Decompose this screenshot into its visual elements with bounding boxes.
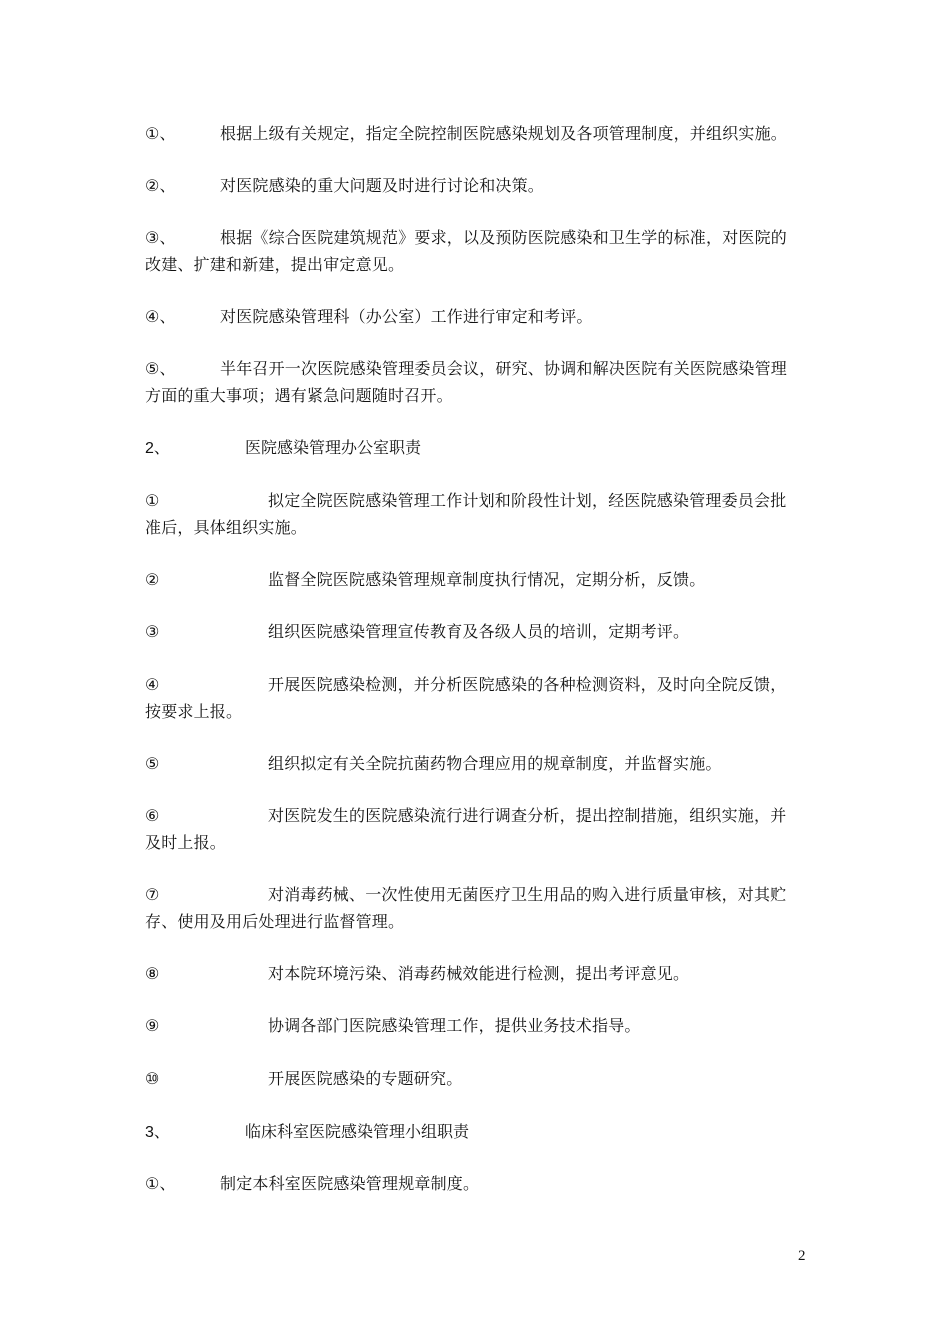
item-marker: ② — [145, 570, 160, 589]
item-marker: ①、 — [145, 124, 176, 143]
list-item — [145, 120, 810, 147]
item-marker: ① — [145, 491, 160, 510]
item-text-line: 准后，具体组织实施。 — [145, 518, 308, 537]
item-marker: ⑤、 — [145, 359, 176, 378]
item-marker: ②、 — [145, 176, 176, 195]
section-heading — [145, 1118, 470, 1146]
item-text-line: 对医院感染管理科（办公室）工作进行审定和考评。 — [220, 307, 593, 326]
page-number: 2 — [798, 1248, 806, 1264]
item-marker: ⑩ — [145, 1069, 160, 1088]
item-text-line: 制定本科室医院感染管理规章制度。 — [220, 1174, 480, 1193]
item-marker: ①、 — [145, 1174, 176, 1193]
list-item — [145, 355, 810, 409]
item-text-line: 根据《综合医院建筑规范》要求，以及预防医院感染和卫生学的标准，对医院的 — [220, 228, 788, 247]
list-item — [145, 960, 810, 987]
item-text-line: 根据上级有关规定，指定全院控制医院感染规划及各项管理制度，并组织实施。 — [220, 124, 788, 143]
item-text-line: 组织拟定有关全院抗菌药物合理应用的规章制度，并监督实施。 — [268, 754, 722, 773]
item-text-line: 开展医院感染检测，并分析医院感染的各种检测资料，及时向全院反馈， — [268, 675, 787, 694]
item-marker: ⑦ — [145, 885, 160, 904]
list-item — [145, 1065, 810, 1092]
list-item — [145, 802, 810, 856]
item-text-line: 监督全院医院感染管理规章制度执行情况，定期分析，反馈。 — [268, 570, 706, 589]
list-item — [145, 303, 810, 330]
list-item — [145, 1012, 810, 1039]
item-marker: ③ — [145, 622, 160, 641]
item-text-line: 协调各部门医院感染管理工作，提供业务技术指导。 — [268, 1016, 641, 1035]
item-text-line: 及时上报。 — [145, 833, 227, 852]
list-item — [145, 881, 810, 935]
item-text-line: 按要求上报。 — [145, 702, 243, 721]
section-number: 2、 — [145, 440, 170, 457]
item-text-line: 方面的重大事项；遇有紧急问题随时召开。 — [145, 386, 453, 405]
item-marker: ⑥ — [145, 806, 160, 825]
section-title: 临床科室医院感染管理小组职责 — [245, 1122, 470, 1141]
item-text-line: 改建、扩建和新建，提出审定意见。 — [145, 255, 405, 274]
item-text-line: 对本院环境污染、消毒药械效能进行检测，提出考评意见。 — [268, 964, 690, 983]
item-text-line: 对医院感染的重大问题及时进行讨论和决策。 — [220, 176, 545, 195]
item-marker: ⑧ — [145, 964, 160, 983]
item-text-line: 半年召开一次医院感染管理委员会议，研究、协调和解决医院有关医院感染管理 — [220, 359, 788, 378]
section-title: 医院感染管理办公室职责 — [245, 438, 422, 457]
item-marker: ③、 — [145, 228, 176, 247]
list-item — [145, 487, 810, 541]
item-text-line: 对医院发生的医院感染流行进行调查分析，提出控制措施，组织实施，并 — [268, 806, 787, 825]
item-marker: ⑨ — [145, 1016, 160, 1035]
list-item — [145, 671, 810, 725]
section-number: 3、 — [145, 1124, 170, 1141]
item-text-line: 存、使用及用后处理进行监督管理。 — [145, 912, 405, 931]
item-text-line: 拟定全院医院感染管理工作计划和阶段性计划，经医院感染管理委员会批 — [268, 491, 787, 510]
section-heading — [145, 434, 422, 462]
list-item — [145, 750, 810, 777]
list-item — [145, 1170, 810, 1197]
list-item — [145, 566, 810, 593]
item-marker: ④、 — [145, 307, 176, 326]
item-text-line: 组织医院感染管理宣传教育及各级人员的培训，定期考评。 — [268, 622, 690, 641]
item-text-line: 开展医院感染的专题研究。 — [268, 1069, 463, 1088]
list-item — [145, 618, 810, 645]
item-text-line: 对消毒药械、一次性使用无菌医疗卫生用品的购入进行质量审核，对其贮 — [268, 885, 787, 904]
item-marker: ⑤ — [145, 754, 160, 773]
list-item — [145, 224, 810, 278]
list-item — [145, 172, 810, 199]
item-marker: ④ — [145, 675, 160, 694]
